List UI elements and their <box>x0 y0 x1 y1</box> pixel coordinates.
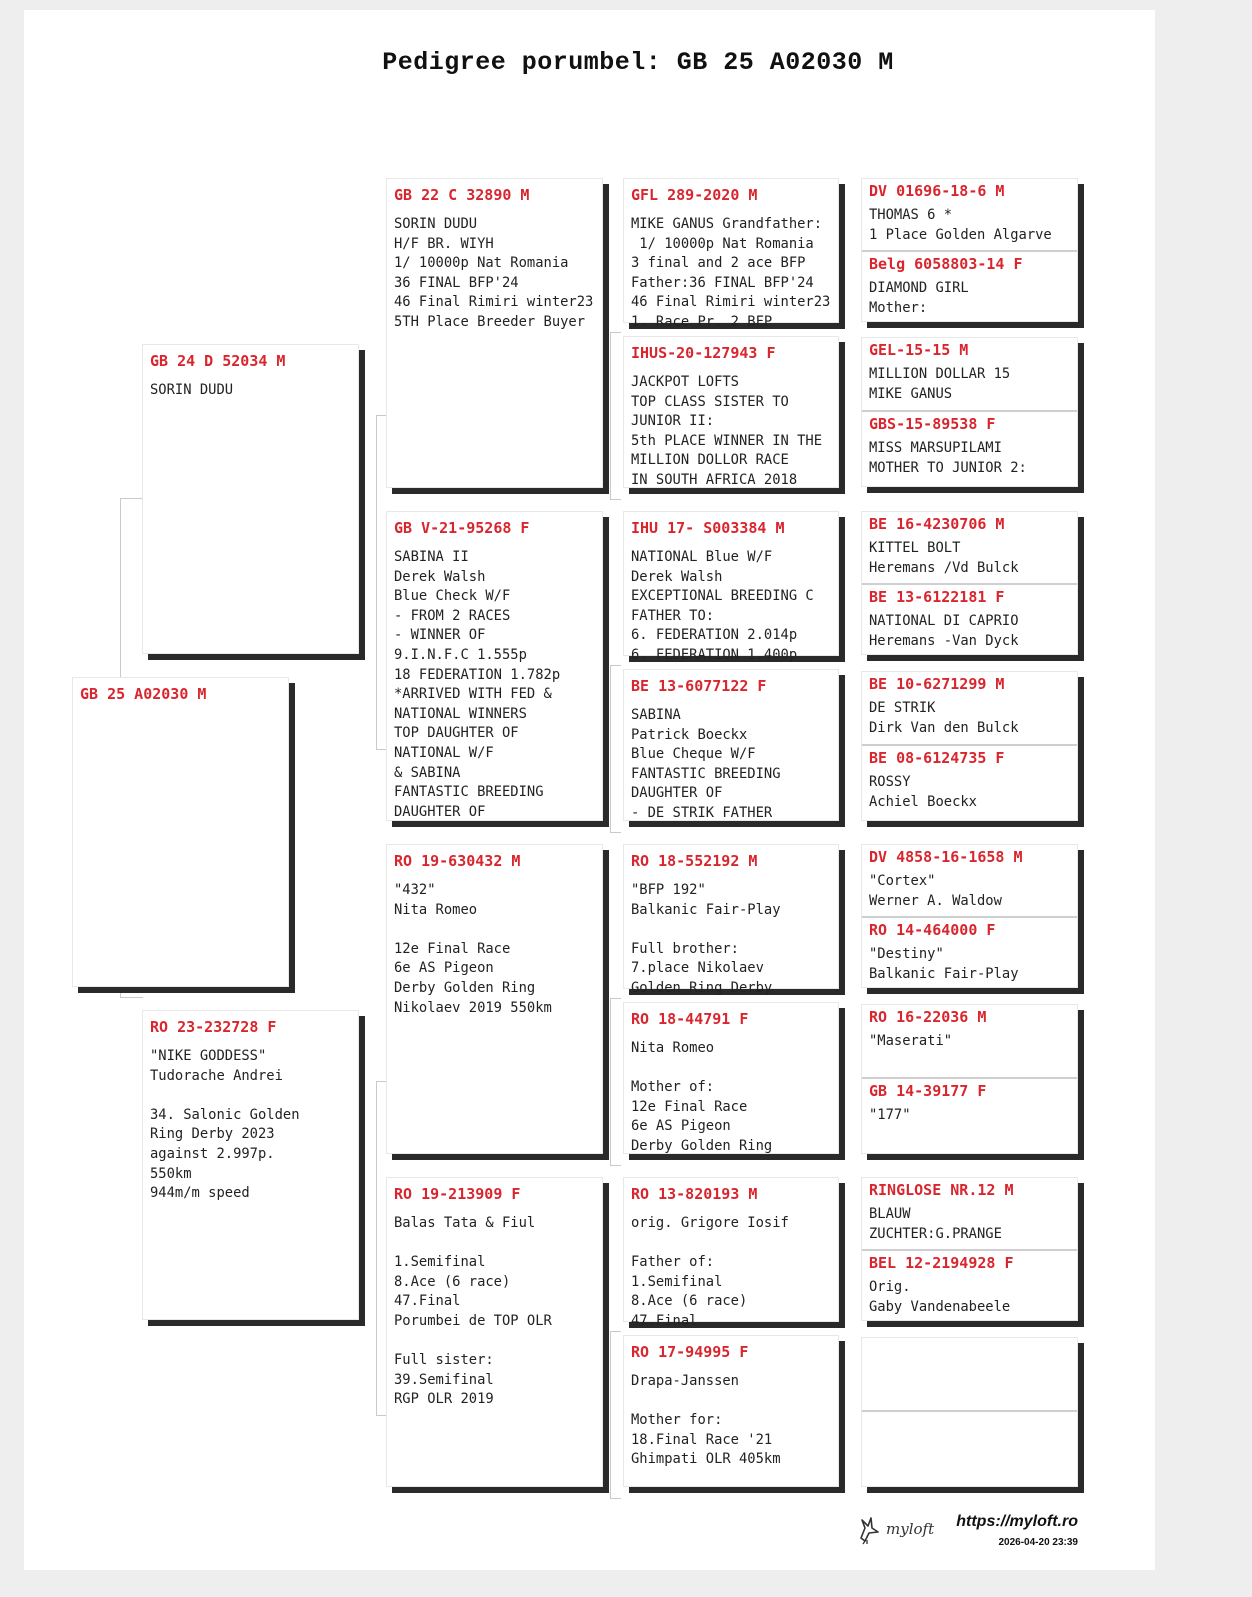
ring-number: RO 19-213909 F <box>394 1185 521 1203</box>
great-great-grandparent-card[interactable] <box>862 1410 1077 1490</box>
ring-number: GEL-15-15 M <box>869 341 969 359</box>
pigeon-info: SORIN DUDU H/F BR. WIYH 1/ 10000p Nat Romania 36 FINAL BFP'24 46 Final Rimiri winter23 5TH Place Breeder Buyer <box>394 216 594 330</box>
great-great-grandparent-pair <box>861 1004 1078 1154</box>
ring-number: RO 17-94995 F <box>631 1343 749 1361</box>
connector-grandparent-3 <box>610 998 621 1166</box>
ring-number: BE 16-4230706 M <box>869 515 1005 533</box>
great-great-grandparent-card[interactable] <box>862 1338 1077 1410</box>
great-grandparent-card[interactable] <box>623 1335 839 1487</box>
ring-number: RO 19-630432 M <box>394 852 521 870</box>
ring-number: DV 01696-18-6 M <box>869 182 1005 200</box>
ring-number: GB 24 D 52034 M <box>150 352 286 370</box>
great-great-grandparent-card[interactable] <box>862 250 1077 325</box>
pigeon-info: Drapa-Janssen Mother for: 18.Final Race '21 Ghimpati OLR 405km <box>631 1373 781 1468</box>
great-great-grandparent-card[interactable] <box>862 338 1077 410</box>
pigeon-info: NATIONAL DI CAPRIO Heremans -Van Dyck <box>869 613 1019 649</box>
timestamp: 2026-04-20 23:39 <box>998 1537 1078 1548</box>
grandparent-card[interactable] <box>386 511 603 821</box>
pigeon-info: "Maserati" <box>869 1033 953 1049</box>
pigeon-info: "BFP 192" Balkanic Fair-Play Full brother: 7.place Nikolaev Golden Ring Derby <box>631 882 781 996</box>
ring-number: RO 13-820193 M <box>631 1185 758 1203</box>
pigeon-info: Nita Romeo Mother of: 12e Final Race 6e AS Pigeon Derby Golden Ring <box>631 1040 773 1154</box>
pigeon-info: "Destiny" Balkanic Fair-Play <box>869 946 1019 982</box>
ring-number: BE 13-6122181 F <box>869 588 1005 606</box>
logo-text: myloft <box>886 1520 935 1538</box>
grandparent-card[interactable] <box>386 844 603 1154</box>
ring-number: BE 08-6124735 F <box>869 749 1005 767</box>
pigeon-info: SABINA II Derek Walsh Blue Check W/F - FROM 2 RACES - WINNER OF 9.I.N.F.C 1.555p 18 FEDERATION 1.782p *ARRIVED WITH FED & NATIONAL WINNERS TOP DAUGHTER OF NATIONAL W/F & SABINA FANTASTIC BREEDING DAUGHTER OF <box>394 549 561 820</box>
grandparent-card[interactable] <box>386 1177 603 1487</box>
ring-number: Belg 6058803-14 F <box>869 255 1023 273</box>
connector-grandparent-1 <box>610 332 621 500</box>
great-great-grandparent-card[interactable] <box>862 179 1077 250</box>
pigeon-info: THOMAS 6 * 1 Place Golden Algarve <box>869 207 1052 243</box>
connector-grandparent-2 <box>610 665 621 833</box>
great-grandparent-card[interactable] <box>623 511 839 663</box>
pigeon-info: JACKPOT LOFTS TOP CLASS SISTER TO JUNIOR II: 5th PLACE WINNER IN THE MILLION DOLLOR RACE IN SOUTH AFRICA 2018 <box>631 374 823 488</box>
pigeon-info: "177" <box>869 1107 911 1123</box>
great-great-grandparent-card[interactable] <box>862 1005 1077 1077</box>
pigeon-info: NATIONAL Blue W/F Derek Walsh EXCEPTIONAL BREEDING C FATHER TO: 6. FEDERATION 2.014p 6. FEDERATION 1.400p <box>631 549 814 663</box>
pigeon-info: SABINA Patrick Boeckx Blue Cheque W/F FANTASTIC BREEDING DAUGHTER OF - DE STRIK FATHER <box>631 707 781 821</box>
ring-number: IHUS-20-127943 F <box>631 344 776 362</box>
ring-number: GB 22 C 32890 M <box>394 186 530 204</box>
parent-card-sire[interactable] <box>142 344 359 654</box>
parent-card-dam[interactable] <box>142 1010 359 1320</box>
ring-number: DV 4858-16-1658 M <box>869 848 1023 866</box>
pigeon-info: "NIKE GODDESS" Tudorache Andrei 34. Salonic Golden Ring Derby 2023 against 2.997p. 550km 944m/m speed <box>150 1048 300 1202</box>
great-grandparent-card[interactable] <box>623 178 839 330</box>
great-great-grandparent-card[interactable] <box>862 845 1077 916</box>
great-great-grandparent-card[interactable] <box>862 744 1077 824</box>
ring-number: GB 25 A02030 M <box>80 685 207 703</box>
great-great-grandparent-pair <box>861 1177 1078 1321</box>
ring-number: RO 23-232728 F <box>150 1018 277 1036</box>
connector-grandparent-4 <box>610 1331 621 1499</box>
pedigree-sheet <box>24 10 1155 1570</box>
ring-number: BE 10-6271299 M <box>869 675 1005 693</box>
great-great-grandparent-card[interactable] <box>862 512 1077 583</box>
ring-number: GB V-21-95268 F <box>394 519 530 537</box>
ring-number: RO 14-464000 F <box>869 921 996 939</box>
great-great-grandparent-pair <box>861 844 1078 988</box>
great-great-grandparent-card[interactable] <box>862 916 1077 991</box>
great-grandparent-card[interactable] <box>623 844 839 996</box>
great-great-grandparent-pair <box>861 1337 1078 1487</box>
great-great-grandparent-pair <box>861 337 1078 487</box>
great-great-grandparent-pair <box>861 178 1078 322</box>
ring-number: BEL 12-2194928 F <box>869 1254 1014 1272</box>
great-grandparent-card[interactable] <box>623 336 839 488</box>
pigeon-info: MILLION DOLLAR 15 MIKE GANUS <box>869 366 1011 402</box>
page-title: Pedigree porumbel: GB 25 A02030 M <box>382 48 894 77</box>
pigeon-info: Balas Tata & Fiul 1.Semifinal 8.Ace (6 race) 47.Final Porumbei de TOP OLR Full sister: 39.Semifinal RGP OLR 2019 <box>394 1215 552 1408</box>
pigeon-info: MIKE GANUS Grandfather: 1/ 10000p Nat Romania 3 final and 2 ace BFP Father:36 FINAL BFP'24 46 Final Rimiri winter23 1. Race Pr. 2 BFP <box>631 216 831 330</box>
grandparent-card[interactable] <box>386 178 603 488</box>
pigeon-info: DIAMOND GIRL Mother: <box>869 280 969 316</box>
ring-number: GBS-15-89538 F <box>869 415 996 433</box>
great-great-grandparent-card[interactable] <box>862 410 1077 490</box>
ring-number: RINGLOSE NR.12 M <box>869 1181 1014 1199</box>
great-great-grandparent-card[interactable] <box>862 1249 1077 1324</box>
site-link[interactable]: https://myloft.ro <box>956 1513 1078 1530</box>
ring-number: RO 18-44791 F <box>631 1010 749 1028</box>
pigeon-info: SORIN DUDU <box>150 382 234 398</box>
ring-number: GB 14-39177 F <box>869 1082 987 1100</box>
pigeon-icon <box>856 1514 882 1544</box>
great-grandparent-card[interactable] <box>623 669 839 821</box>
great-great-grandparent-pair <box>861 671 1078 821</box>
great-great-grandparent-pair <box>861 511 1078 655</box>
ring-number: RO 18-552192 M <box>631 852 758 870</box>
pigeon-info: Orig. Gaby Vandenabeele <box>869 1279 1011 1315</box>
pigeon-info: "Cortex" Werner A. Waldow <box>869 873 1002 909</box>
great-great-grandparent-card[interactable] <box>862 583 1077 658</box>
myloft-logo[interactable] <box>856 1514 934 1544</box>
great-great-grandparent-card[interactable] <box>862 1077 1077 1157</box>
ring-number: GFL 289-2020 M <box>631 186 758 204</box>
subject-card[interactable] <box>72 677 289 987</box>
pigeon-info: DE STRIK Dirk Van den Bulck <box>869 700 1019 736</box>
great-great-grandparent-card[interactable] <box>862 672 1077 744</box>
ring-number: BE 13-6077122 F <box>631 677 767 695</box>
pigeon-info: MISS MARSUPILAMI MOTHER TO JUNIOR 2: <box>869 440 1027 476</box>
pigeon-info: BLAUW ZUCHTER:G.PRANGE <box>869 1206 1002 1242</box>
ring-number: RO 16-22036 M <box>869 1008 987 1026</box>
pigeon-info: KITTEL BOLT Heremans /Vd Bulck <box>869 540 1019 576</box>
ring-number: IHU 17- S003384 M <box>631 519 785 537</box>
pigeon-info: "432" Nita Romeo 12e Final Race 6e AS Pigeon Derby Golden Ring Nikolaev 2019 550km <box>394 882 552 1016</box>
great-grandparent-card[interactable] <box>623 1002 839 1154</box>
pigeon-info: ROSSY Achiel Boeckx <box>869 774 977 810</box>
pigeon-info: orig. Grigore Iosif Father of: 1.Semifinal 8.Ace (6 race) 47.Final <box>631 1215 789 1329</box>
great-great-grandparent-card[interactable] <box>862 1178 1077 1249</box>
great-grandparent-card[interactable] <box>623 1177 839 1329</box>
